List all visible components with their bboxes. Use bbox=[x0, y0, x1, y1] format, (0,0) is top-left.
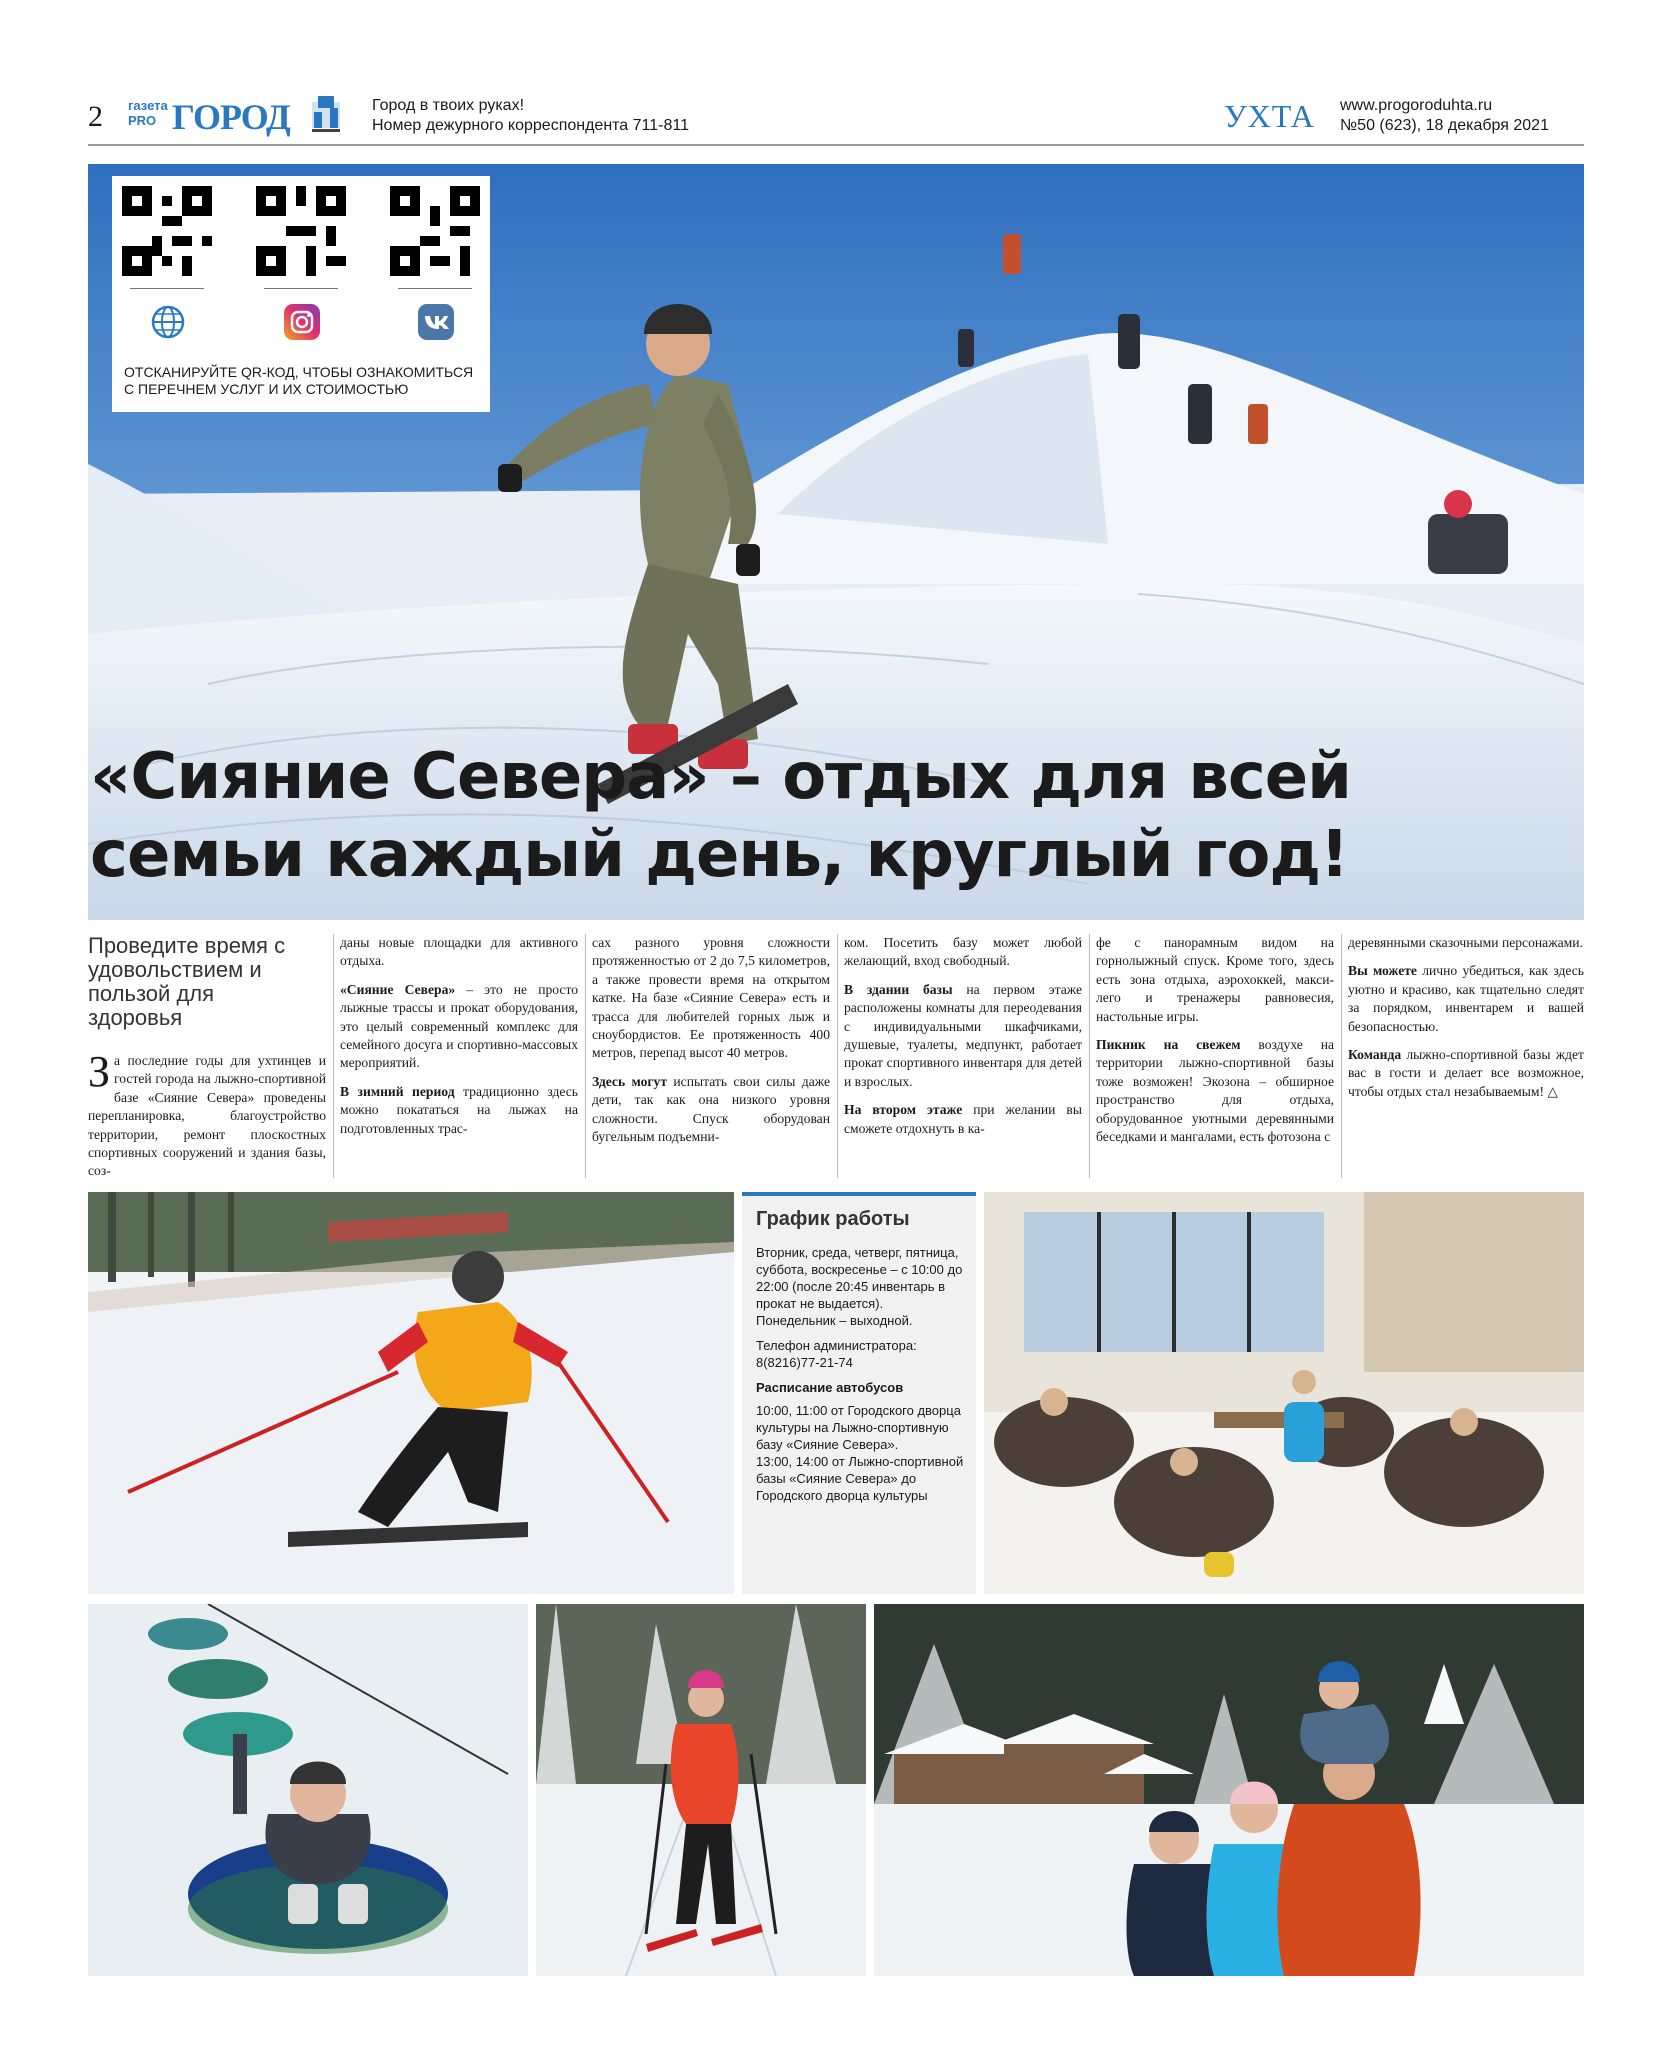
newspaper-logo: ГОРОД bbox=[172, 97, 290, 137]
qr-vk[interactable] bbox=[380, 176, 490, 366]
qr-website[interactable] bbox=[112, 176, 222, 366]
qr-caption: ОТСКАНИРУЙТЕ QR-КОД, ЧТОБЫ ОЗНАКОМИТЬСЯ С ПЕРЕЧНЕМ УСЛУГ И ИХ СТОИМОСТЬЮ bbox=[112, 360, 490, 412]
qr-code-website[interactable] bbox=[122, 186, 212, 276]
headline-line-1: «Сияние Севера» – отдых для всей bbox=[90, 740, 1351, 814]
col2-subhead-2: В зимний период bbox=[340, 1083, 455, 1099]
article-column-5 bbox=[1096, 934, 1334, 1156]
col6-subhead-2: Команда bbox=[1348, 1047, 1402, 1063]
photo-alpine-skier bbox=[88, 1192, 734, 1594]
col2-para-1: даны новые площадки для активного отдыха. bbox=[340, 935, 578, 969]
column-divider bbox=[585, 934, 586, 1178]
col6-para-3: лыжно-спортивной базы ждет вас в гости и делает все возможное, чтобы отдых стал незабываемым! △ bbox=[1348, 1047, 1584, 1099]
globe-icon bbox=[148, 302, 188, 342]
instagram-icon bbox=[282, 302, 322, 342]
column-divider bbox=[1341, 934, 1342, 1178]
col4-para-2: на первом этаже расположены комнаты для переодевания с индивидуальными шкафчиками, душевые, туалеты, медпункт, работает прокат спортивного инвентаря для детей и взрослых. bbox=[844, 981, 1083, 1089]
website-link[interactable]: www.progoroduhta.ru bbox=[1340, 97, 1493, 114]
column-divider bbox=[1089, 934, 1090, 1178]
tagline bbox=[372, 96, 689, 136]
col5-subhead-1: Пикник на свежем bbox=[1096, 1037, 1241, 1053]
col3-subhead-1: Здесь могут bbox=[592, 1073, 668, 1089]
bus-schedule-title: Расписание автобусов bbox=[756, 1380, 904, 1395]
photo-cross-country-skier bbox=[536, 1604, 866, 1976]
main-headline bbox=[88, 738, 1586, 894]
issue-number-date: №50 (623), 18 декабря 2021 bbox=[1340, 117, 1549, 134]
schedule-phone[interactable]: 8(8216)77-21-74 bbox=[756, 1355, 853, 1370]
header-divider bbox=[88, 144, 1584, 146]
col2-subhead-1: «Сияние Севера» bbox=[340, 981, 456, 997]
photo-snow-tubing bbox=[88, 1604, 528, 1976]
col2-para-3: традиционно здесь можно покататься на лыжах на подготовленных трас- bbox=[340, 1083, 578, 1136]
article-column-1 bbox=[88, 1047, 326, 1191]
schedule-hours: Вторник, среда, четверг, пятница, суббота, воскресенье – с 10:00 до 22:00 (после 20:45 инвентарь в прокат не выдается). Понедельник – выходной. bbox=[756, 1245, 963, 1328]
col3-para-1: сах разного уровня сложности протяженностью от 2 до 7,5 километров, а также провести время на открытом катке. На базе «Сияние Севера» есть и трасса для любителей горных лыж и сноубордистов. Ее протяженность 400 метров, перепад высот 40 метров. bbox=[592, 935, 830, 1061]
tagline-line-1: Город в твоих руках! bbox=[372, 97, 525, 114]
column-divider bbox=[837, 934, 838, 1178]
qr-instagram[interactable] bbox=[246, 176, 356, 366]
col5-para-1: фе с панорамным видом на горнолыжный спуск. Кроме того, здесь есть зона отдыха, аэрохоккей, макси-лего и тренажеры равновесия, настольные игры. bbox=[1096, 935, 1334, 1024]
tagline-line-2: Номер дежурного корреспондента 711-811 bbox=[372, 117, 689, 134]
page-number: 2 bbox=[88, 100, 103, 133]
city-emblem-icon bbox=[308, 94, 344, 134]
headline-line-2: семьи каждый день, круглый год! bbox=[90, 818, 1349, 892]
bus-schedule-2: 13:00, 14:00 от Лыжно-спортивной базы «Сияние Севера» до Городского дворца культуры bbox=[756, 1454, 964, 1503]
vk-icon bbox=[416, 302, 456, 342]
col6-para-2: лично убедиться, как здесь уютно и красиво, как тщательно следят за порядком, инвентарем и вашей безопасностью. bbox=[1348, 963, 1584, 1034]
col5-para-2: воздухе на территории лыжно-спортивной базы тоже возможен! Экозона – обширное пространство для отдыха, оборудованное уютными деревянными беседками и мангалами, есть фотозона с bbox=[1096, 1037, 1335, 1145]
article-lead: Проведите время с удовольствием и пользой для здоровья bbox=[88, 933, 286, 1030]
column-divider bbox=[333, 934, 334, 1178]
col4-para-1: ком. Посетить базу может любой желающий, вход свободный. bbox=[844, 935, 1082, 969]
schedule-box bbox=[742, 1192, 976, 1594]
dropcap: З bbox=[88, 1047, 111, 1096]
city-name: УХТА bbox=[1224, 98, 1315, 134]
logo-small-text: газета PRO bbox=[128, 98, 168, 128]
col1-text: а последние годы для ухтинцев и гостей города на лыжно-спортивной базе «Сияние Севера» проведены перепланировка, благоустройство территории, ремонт плоскостных спортивных сооружений и здания базы, соз- bbox=[88, 1053, 326, 1179]
col4-subhead-2: На втором этаже bbox=[844, 1102, 963, 1118]
article-column-6 bbox=[1348, 934, 1584, 1111]
col2-para-2: – это не просто лыжные трассы и прокат оборудования, это целый современный комплекс для семейного досуга и спортивно-массовых мероприятий. bbox=[340, 981, 579, 1071]
photo-family-in-snow bbox=[874, 1604, 1584, 1976]
col6-para-1: деревянными сказочными персонажами. bbox=[1348, 935, 1583, 950]
article-column-4 bbox=[844, 934, 1082, 1148]
schedule-title: График работы bbox=[756, 1208, 910, 1230]
bus-schedule-1: 10:00, 11:00 от Городского дворца культуры на Лыжно-спортивную базу «Сияние Севера». bbox=[756, 1403, 961, 1452]
schedule-phone-label: Телефон администратора: bbox=[756, 1338, 917, 1353]
qr-code-vk[interactable] bbox=[390, 186, 480, 276]
col4-subhead-1: В здании базы bbox=[844, 981, 953, 997]
article-column-2 bbox=[340, 934, 578, 1148]
col6-subhead-1: Вы можете bbox=[1348, 963, 1417, 979]
photo-cafe-interior bbox=[984, 1192, 1584, 1594]
article-column-3 bbox=[592, 934, 830, 1156]
col4-para-3: при желании вы сможете отдохнуть в ка- bbox=[844, 1102, 1082, 1136]
qr-code-instagram[interactable] bbox=[256, 186, 346, 276]
issue-info bbox=[1340, 96, 1549, 136]
col3-para-2: испытать свои силы даже дети, так как она низкого уровня сложности. Спуск оборудован бугельным подъемни- bbox=[592, 1073, 830, 1145]
